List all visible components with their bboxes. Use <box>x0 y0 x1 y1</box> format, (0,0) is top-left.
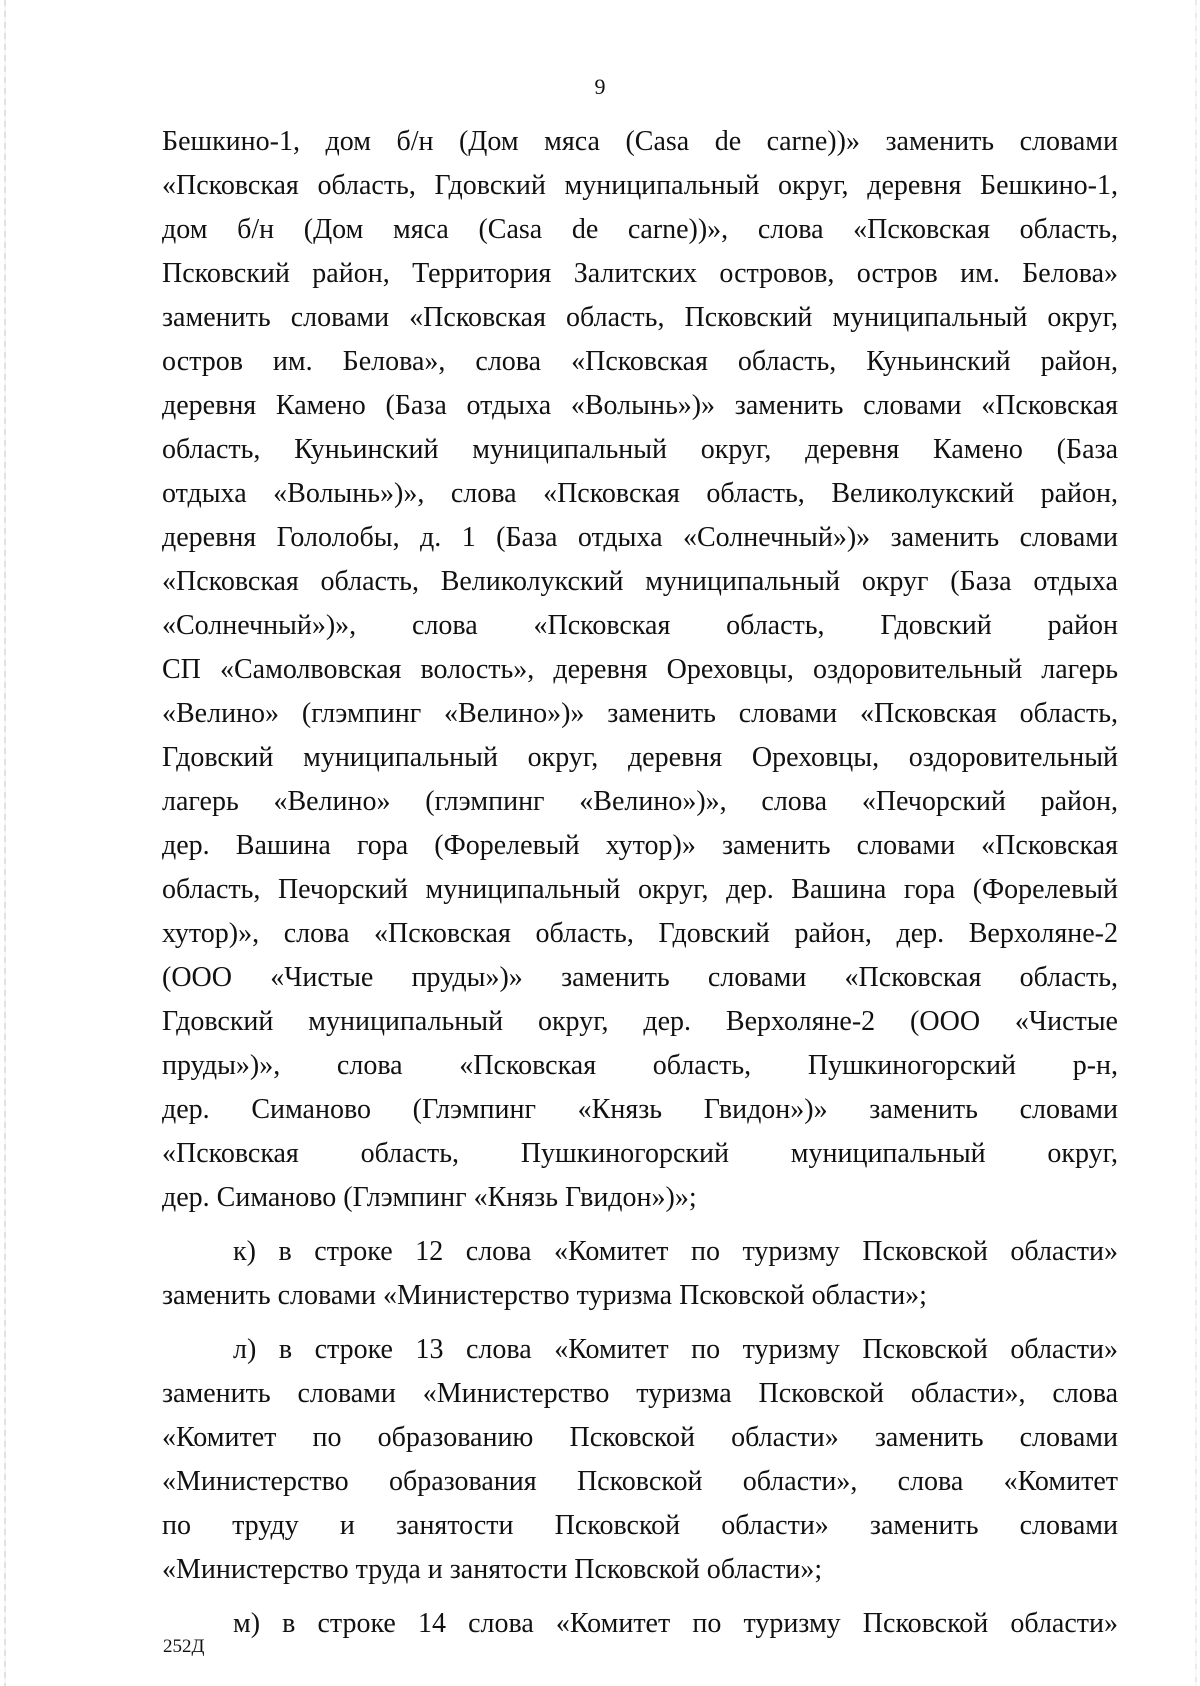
text-line: пруды»)», слова «Псковская область, Пушкиногорский р-н, <box>162 1050 1118 1081</box>
text-line: область, Куньинский муниципальный округ, деревня Камено (База <box>162 434 1118 465</box>
text-line: отдыха «Волынь»)», слова «Псковская область, Великолукский район, <box>162 478 1118 509</box>
text-line: «Министерство образования Псковской области», слова «Комитет <box>162 1466 1118 1497</box>
text-line: Бешкино-1, дом б/н (Дом мяса (Casa de carne))» заменить словами <box>162 126 1118 157</box>
text-line: Гдовский муниципальный округ, деревня Ореховцы, оздоровительный <box>162 742 1118 773</box>
text-line: (ООО «Чистые пруды»)» заменить словами «Псковская область, <box>162 962 1118 993</box>
text-line: заменить словами «Министерство туризма Псковской области»; <box>162 1280 927 1311</box>
text-line: лагерь «Велино» (глэмпинг «Велино»)», слова «Печорский район, <box>162 786 1118 817</box>
text-line: «Псковская область, Пушкиногорский муниципальный округ, <box>162 1138 1118 1169</box>
text-line: «Комитет по образованию Псковской области» заменить словами <box>162 1422 1118 1453</box>
document-body <box>162 120 1118 1646</box>
text-line: дер. Симаново (Глэмпинг «Князь Гвидон»)» заменить словами <box>162 1094 1118 1125</box>
text-line: деревня Гололобы, д. 1 (База отдыха «Солнечный»)» заменить словами <box>162 522 1118 553</box>
text-line: л) в строке 13 слова «Комитет по туризму Псковской области» <box>233 1334 1118 1365</box>
paragraph-gap <box>162 1220 1118 1230</box>
text-line: м) в строке 14 слова «Комитет по туризму Псковской области» <box>233 1608 1118 1639</box>
text-line: «Министерство труда и занятости Псковской области»; <box>162 1554 823 1585</box>
text-line: хутор)», слова «Псковская область, Гдовский район, дер. Верхоляне-2 <box>162 918 1118 949</box>
text-line: дер. Вашина гора (Форелевый хутор)» заменить словами «Псковская <box>162 830 1118 861</box>
text-line: «Псковская область, Гдовский муниципальный округ, деревня Бешкино-1, <box>162 170 1118 201</box>
text-line: деревня Камено (База отдыха «Волынь»)» заменить словами «Псковская <box>162 390 1118 421</box>
document-code: 252Д <box>163 1636 205 1657</box>
text-line: к) в строке 12 слова «Комитет по туризму Псковской области» <box>233 1236 1118 1267</box>
text-line: дом б/н (Дом мяса (Casa de carne))», слова «Псковская область, <box>162 214 1118 245</box>
scan-edge-right <box>1195 0 1197 1686</box>
text-line: по труду и занятости Псковской области» заменить словами <box>162 1510 1118 1541</box>
text-line: область, Печорский муниципальный округ, дер. Вашина гора (Форелевый <box>162 874 1118 905</box>
paragraph-gap <box>162 1592 1118 1602</box>
text-line: Гдовский муниципальный округ, дер. Верхоляне-2 (ООО «Чистые <box>162 1006 1118 1037</box>
text-line: заменить словами «Псковская область, Псковский муниципальный округ, <box>162 302 1118 333</box>
text-line: Псковский район, Территория Залитских островов, остров им. Белова» <box>162 258 1118 289</box>
text-line: СП «Самолвовская волость», деревня Ореховцы, оздоровительный лагерь <box>162 654 1118 685</box>
text-line: заменить словами «Министерство туризма Псковской области», слова <box>162 1378 1118 1409</box>
text-line: «Велино» (глэмпинг «Велино»)» заменить словами «Псковская область, <box>162 698 1118 729</box>
text-line: «Псковская область, Великолукский муниципальный округ (База отдыха <box>162 566 1118 597</box>
text-line: дер. Симаново (Глэмпинг «Князь Гвидон»)»; <box>162 1182 697 1213</box>
text-line: «Солнечный»)», слова «Псковская область, Гдовский район <box>162 610 1118 641</box>
page-number: 9 <box>594 74 606 99</box>
text-line: остров им. Белова», слова «Псковская область, Куньинский район, <box>162 346 1118 377</box>
paragraph-gap <box>162 1318 1118 1328</box>
scan-edge-left <box>4 0 6 1686</box>
